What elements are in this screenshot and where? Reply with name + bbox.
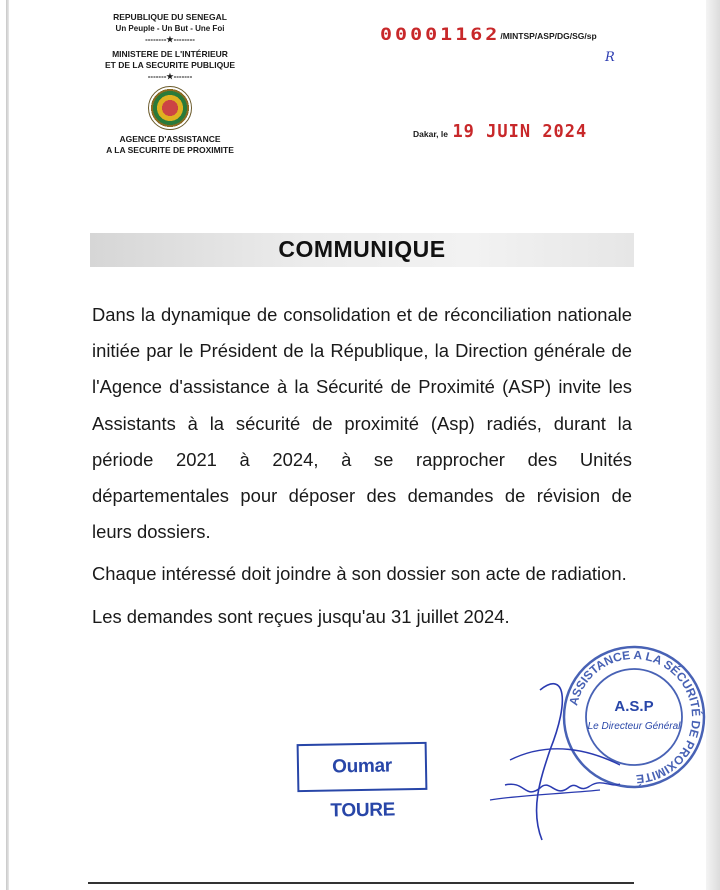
seal-ring-text: ASSISTANCE A LA SÉCURITÉ DE PROXIMITÉ xyxy=(566,647,704,787)
dateline xyxy=(413,122,587,142)
agency-emblem-icon xyxy=(148,86,192,130)
ministry-line-2: ET DE LA SECURITE PUBLIQUE xyxy=(104,60,236,70)
seal-center-text: A.S.P xyxy=(614,698,654,715)
agency-line-1: AGENCE D'ASSISTANCE xyxy=(119,134,221,144)
agency-line-2: A LA SECURITE DE PROXIMITE xyxy=(106,145,234,155)
footer-rule xyxy=(88,882,634,884)
republic-name: REPUBLIQUE DU SENEGAL xyxy=(113,12,227,22)
header-separator-2: -------★------- xyxy=(147,72,193,81)
document-title: COMMUNIQUE xyxy=(278,236,446,262)
header-separator: --------★-------- xyxy=(145,35,195,44)
handwritten-signature xyxy=(470,660,670,850)
handwritten-initial: R xyxy=(605,50,615,65)
page-left-edge xyxy=(6,0,9,890)
body-paragraph-2: Chaque intéressé doit joindre à son dossier son acte de radiation. xyxy=(92,563,627,585)
reference-suffix: /MINTSP/ASP/DG/SG/sp xyxy=(500,31,597,41)
communique-body xyxy=(92,297,632,635)
director-name-stamp: Oumar TOURE xyxy=(297,742,428,792)
date-label: Dakar, le xyxy=(413,129,448,139)
body-paragraph-3: Les demandes sont reçues jusqu'au 31 juillet 2024. xyxy=(92,605,510,627)
date-stamp: 19 JUIN 2024 xyxy=(452,121,588,143)
ministry-line-1: MINISTERE DE L'INTÉRIEUR xyxy=(112,49,228,59)
letterhead xyxy=(70,12,270,156)
national-motto: Un Peuple - Un But - Une Foi xyxy=(115,24,225,33)
reference-number xyxy=(380,22,597,46)
body-paragraph-1: Dans la dynamique de consolidation et de réconciliation nationale initiée par le Président de la République, la Direction générale de l'Agence d'assistance à la Sécurité de Proximité (ASP) invite les Assistants à la sécurité de proximité (Asp) radiés, durant la période 2021 à 2024, à se rapprocher des Unités départementales pour déposer des demandes de révision de leurs dossiers. xyxy=(92,304,632,543)
reference-stamp: 00001162 xyxy=(380,23,501,45)
page-right-edge xyxy=(706,0,720,890)
seal-title-text: Le Directeur Général xyxy=(587,721,681,732)
